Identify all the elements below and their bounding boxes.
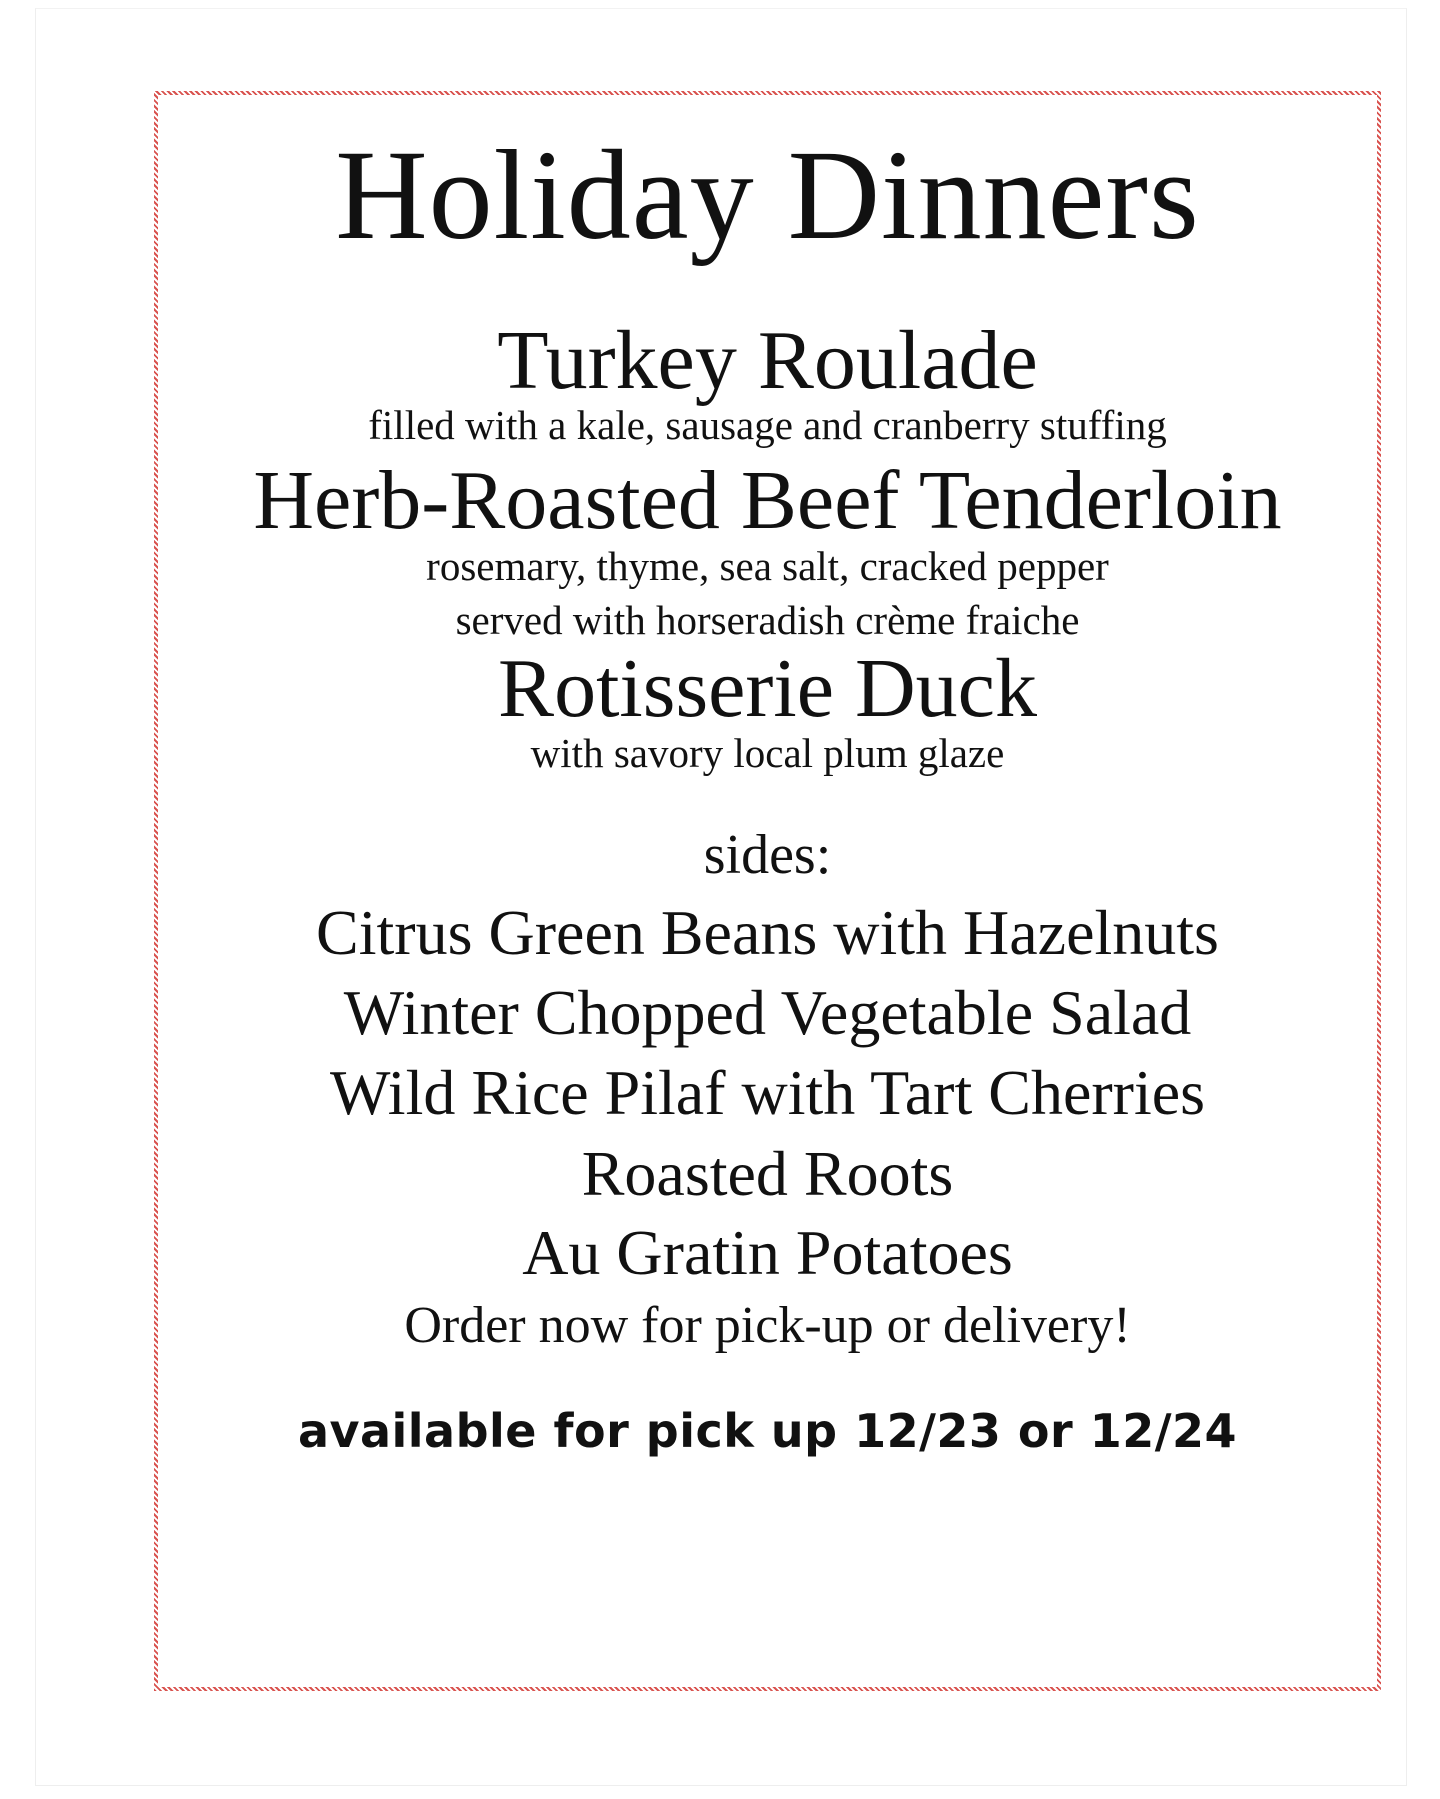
main-dish-name: Rotisserie Duck [498, 642, 1037, 735]
order-call-to-action: Order now for pick-up or delivery! [404, 1297, 1131, 1354]
main-dish-description: rosemary, thyme, sea salt, cracked pepper [426, 543, 1109, 589]
side-dish: Wild Rice Pilaf with Tart Cherries [329, 1057, 1206, 1128]
main-dish-description: filled with a kale, sausage and cranberry stuffing [368, 402, 1167, 448]
side-dish: Roasted Roots [581, 1138, 954, 1209]
main-dish-name: Herb-Roasted Beef Tenderloin [253, 454, 1282, 547]
pickup-availability: available for pick up 12/23 or 12/24 [297, 1404, 1238, 1458]
sides-heading: sides: [703, 824, 832, 886]
main-dish-description: served with horseradish crème fraiche [455, 597, 1080, 643]
side-dish: Citrus Green Beans with Hazelnuts [316, 897, 1219, 968]
menu-panel [158, 95, 1377, 1687]
main-dish-name: Turkey Roulade [497, 314, 1038, 407]
decorative-border [154, 91, 1381, 1691]
menu-page [35, 8, 1407, 1786]
main-dish-description: with savory local plum glaze [530, 730, 1005, 776]
side-dish: Au Gratin Potatoes [522, 1217, 1013, 1288]
menu-content [158, 95, 1377, 1687]
menu-title: Holiday Dinners [335, 124, 1200, 266]
side-dish: Winter Chopped Vegetable Salad [343, 977, 1192, 1048]
